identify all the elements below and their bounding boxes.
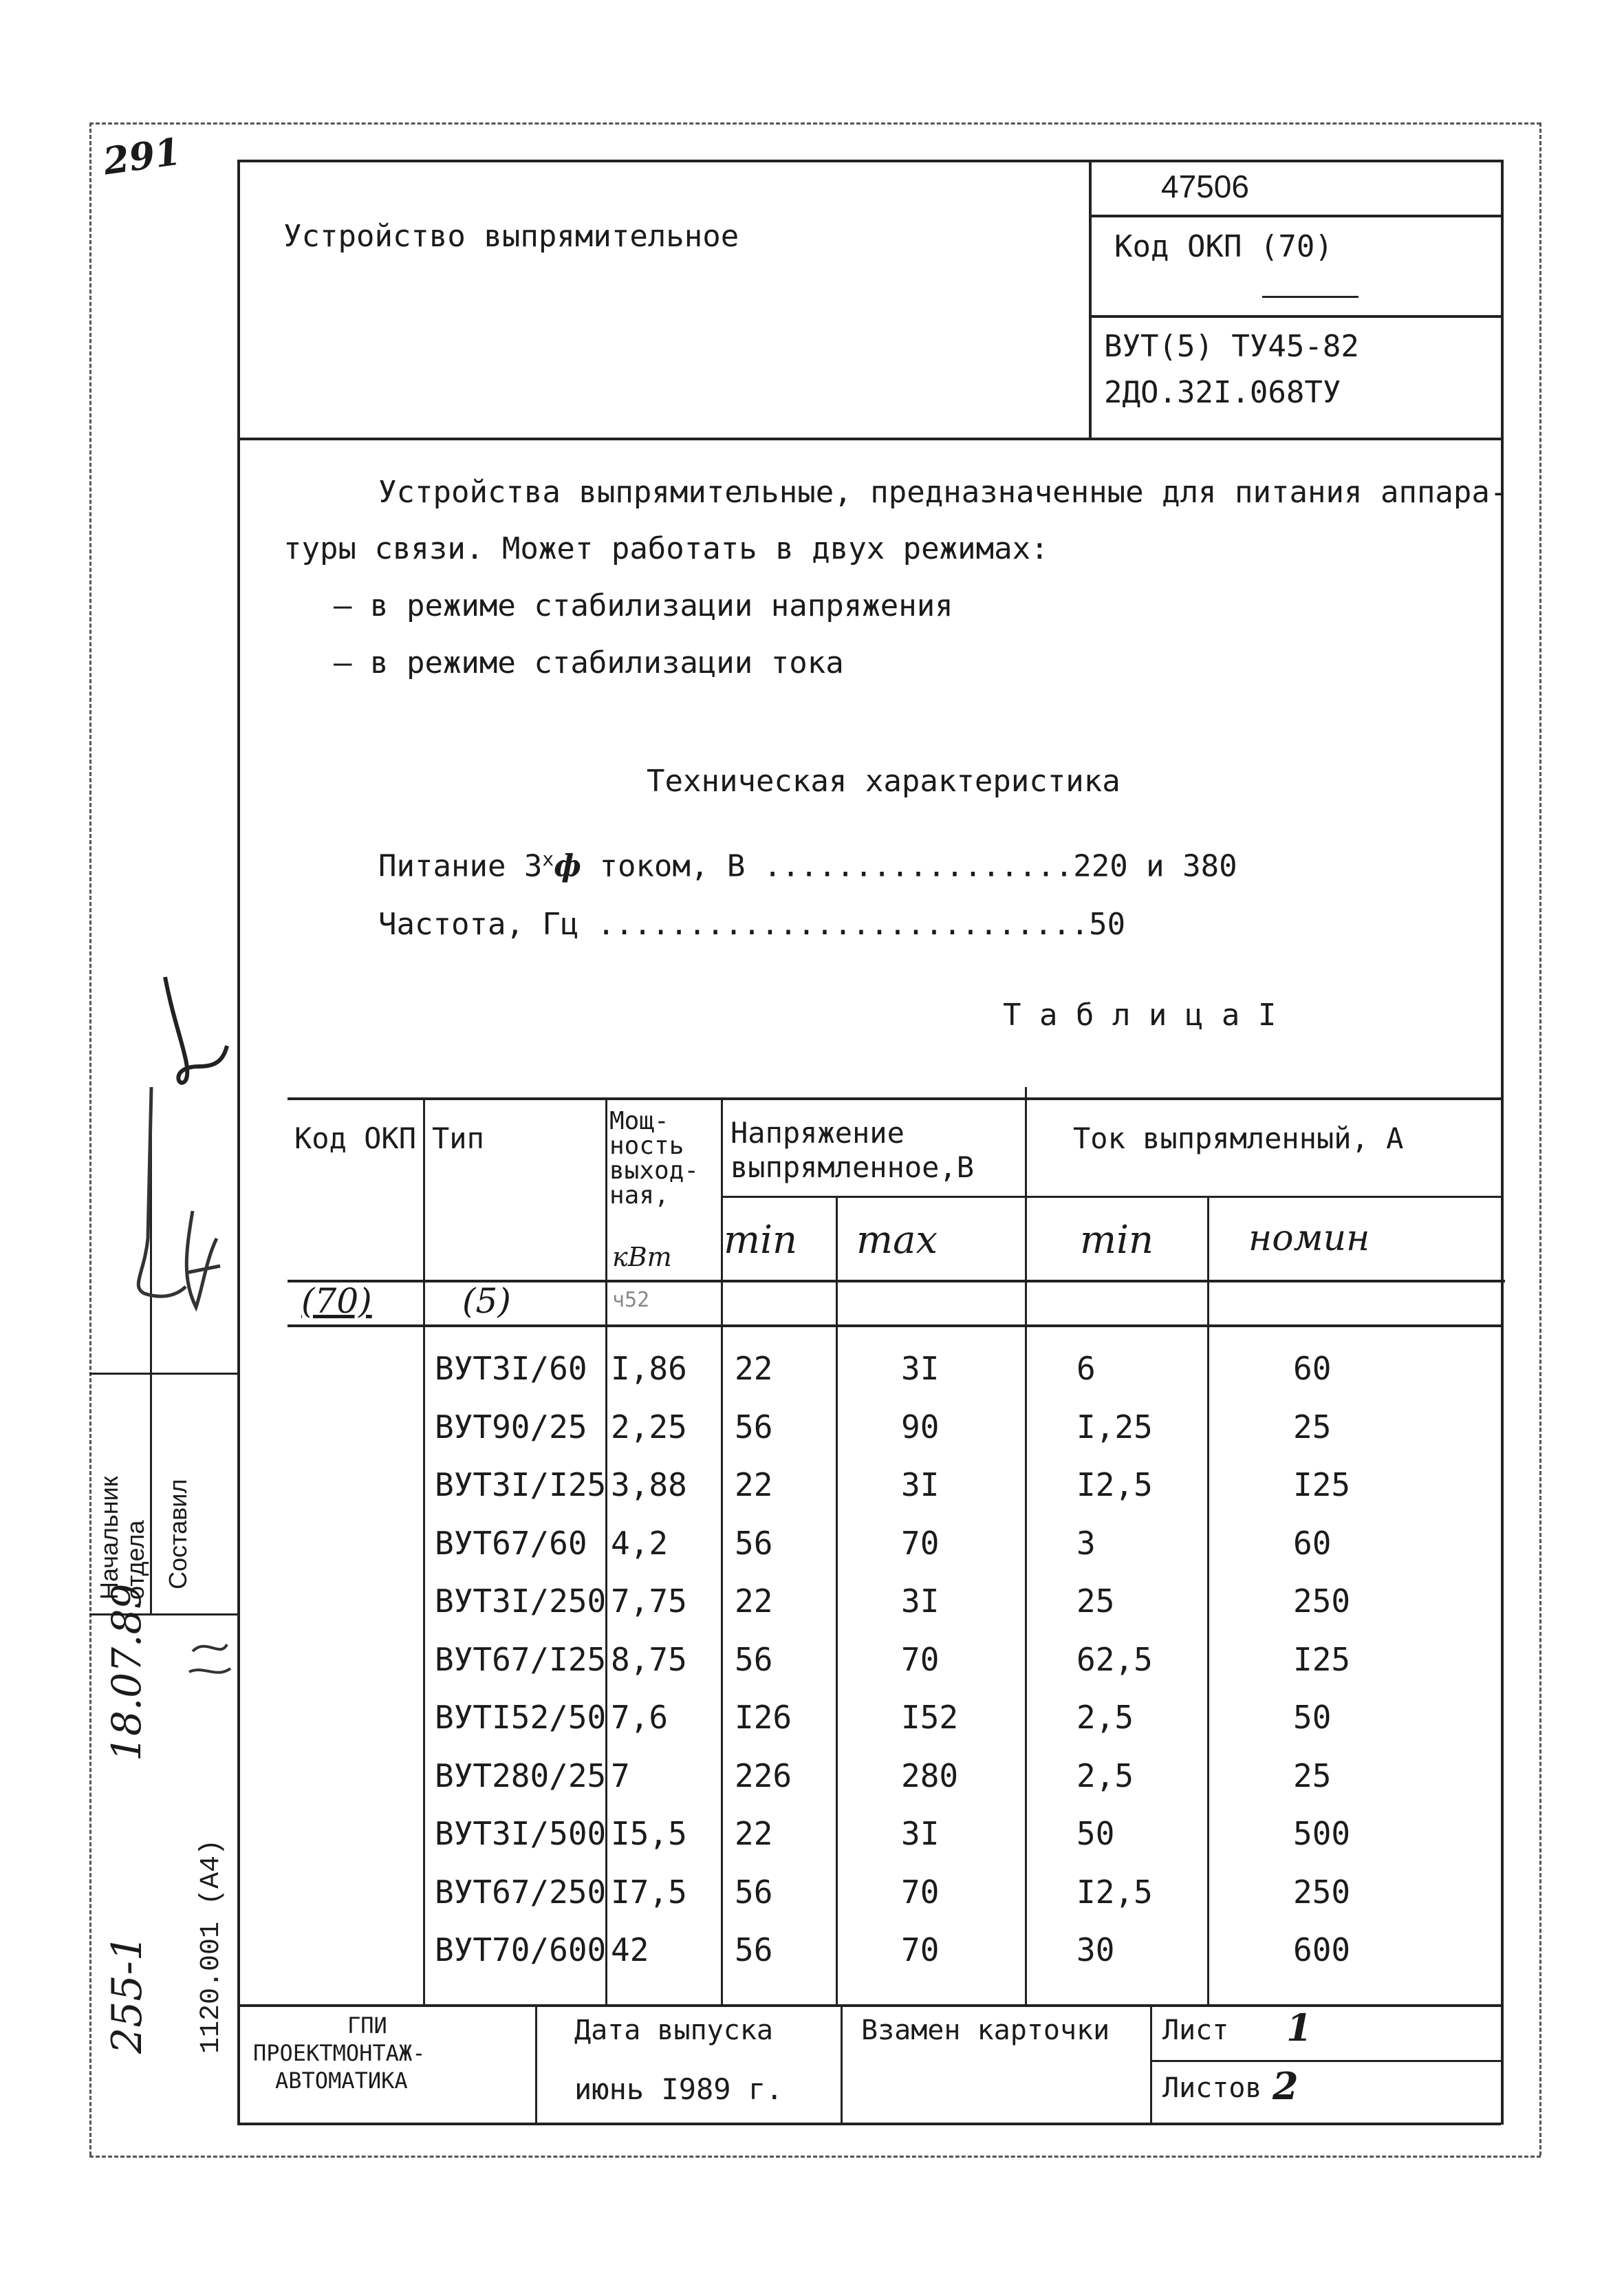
cell-inom: 250 [1293, 1582, 1351, 1620]
okp-blank-line [1262, 296, 1358, 298]
header-bottom-border [237, 438, 1504, 440]
header-vmin: min [724, 1218, 798, 1263]
sheet-value: 1 [1286, 2006, 1312, 2050]
cell-vmax: 70 [901, 1931, 940, 1968]
header-power-2: ность [609, 1132, 684, 1160]
signature-head-mark [165, 977, 227, 1083]
cell-imin: 30 [1076, 1931, 1115, 1968]
cell-vmin: 226 [735, 1757, 792, 1794]
corner-number: 291 [100, 129, 184, 184]
supply-line [378, 848, 1237, 884]
spec-number: 2ДО.32I.068ТУ [1104, 375, 1341, 410]
footer-bottom-border [237, 2123, 1501, 2125]
cell-inom: 60 [1293, 1524, 1332, 1562]
cell-inom: 25 [1293, 1757, 1332, 1794]
header-divider [1089, 160, 1092, 438]
cell-power: I7,5 [611, 1873, 687, 1911]
margin-form-code: 1120.001 (A4) [196, 1838, 227, 2054]
outer-border-right [1539, 122, 1541, 2156]
frequency-value: 50 [1089, 907, 1126, 942]
cell-power: 7,75 [611, 1582, 687, 1620]
cell-vmax: 70 [901, 1640, 940, 1678]
card-right-border [1501, 160, 1504, 2125]
supply-value: 220 и 380 [1073, 848, 1237, 884]
col-power-divider [721, 1097, 723, 2004]
code-row-bottom-line [288, 1324, 1501, 1327]
header-vmax: max [856, 1218, 938, 1263]
mode-voltage: — в режиме стабилизации напряжения [334, 588, 953, 623]
cell-vmax: I52 [901, 1699, 959, 1736]
code-number: 47506 [1161, 169, 1249, 204]
okp-code-label: Код ОКП (70) [1114, 229, 1333, 264]
code-row-type: (5) [462, 1281, 511, 1321]
cell-imin: I,25 [1076, 1408, 1153, 1446]
frequency-label: Частота, Гц ........................... [378, 907, 1090, 942]
cell-type: ВУТI52/50 [435, 1699, 607, 1736]
cell-type: ВУТ70/600 [435, 1931, 607, 1968]
outer-border-top [89, 122, 1541, 125]
header-power-3: выход- [609, 1157, 700, 1185]
cell-vmax: 3I [901, 1582, 940, 1620]
footer-divider-3 [1150, 2004, 1152, 2123]
cell-vmax: 3I [901, 1350, 940, 1387]
cell-power: I,86 [611, 1350, 687, 1387]
designation: ВУТ(5) ТУ45-82 [1104, 329, 1359, 364]
specs-heading: Техническая характеристика [647, 764, 1120, 799]
cell-power: 7,6 [611, 1699, 669, 1736]
cell-type: ВУТ3I/500 [435, 1815, 607, 1852]
description-line-2: туры связи. Может работать в двух режимах: [283, 531, 1049, 566]
frequency-line [378, 907, 1125, 942]
cell-power: 7 [611, 1757, 630, 1794]
col-imin-divider [1207, 1196, 1209, 2004]
header-voltage-2: выпрямленное,В [730, 1150, 975, 1184]
release-label: Дата выпуска [574, 2015, 773, 2046]
cell-imin: 2,5 [1076, 1757, 1134, 1794]
cell-inom: I25 [1293, 1640, 1351, 1678]
margin-date: 18.07.89 [103, 1583, 150, 1761]
subheader-line [721, 1196, 1501, 1198]
table-title: Т а б л и ц а I [1003, 998, 1277, 1033]
supply-superscript: х [542, 848, 554, 870]
supply-dots: током, В ................. [581, 848, 1074, 884]
cell-type: ВУТ3I/250 [435, 1582, 607, 1620]
header-power-4: ная, [609, 1181, 669, 1210]
header-imin: min [1080, 1218, 1154, 1263]
outer-border-bottom [89, 2156, 1541, 2158]
signature-date [189, 1644, 230, 1673]
cell-vmax: 3I [901, 1466, 940, 1503]
card-top-border [237, 160, 1504, 162]
cell-type: ВУТ280/25 [435, 1757, 607, 1794]
header-voltage-1: Напряжение [730, 1116, 905, 1150]
cell-imin: I2,5 [1076, 1466, 1153, 1503]
cell-imin: I2,5 [1076, 1873, 1153, 1911]
header-current: Ток выпрямленный, А [1073, 1121, 1404, 1155]
cell-inom: 25 [1293, 1408, 1332, 1446]
org-line-3: АВТОМАТИКА [275, 2068, 408, 2094]
col-vmin-divider [836, 1196, 838, 2004]
cell-power: 3,88 [611, 1466, 687, 1503]
cell-vmin: 56 [735, 1408, 773, 1446]
cell-type: ВУТ67/60 [435, 1524, 587, 1562]
cell-vmin: 56 [735, 1931, 773, 1968]
code-row-power: ч52 [612, 1288, 650, 1312]
sheets-label: Листов [1162, 2072, 1262, 2104]
cell-vmax: 280 [901, 1757, 959, 1794]
cell-vmin: 22 [735, 1582, 773, 1620]
table-top-border [288, 1097, 1501, 1100]
cell-inom: 60 [1293, 1350, 1332, 1387]
signature-author [186, 1211, 220, 1307]
cell-vmax: 3I [901, 1815, 940, 1852]
cell-power: 2,25 [611, 1408, 687, 1446]
cell-inom: 500 [1293, 1815, 1351, 1852]
org-line-2: ПРОЕКТМОНТАЖ- [253, 2040, 426, 2066]
cell-vmin: 56 [735, 1640, 773, 1678]
margin-head-label-1: Начальник [95, 1476, 123, 1600]
header-okp: Код ОКП [294, 1121, 417, 1155]
supply-label: Питание 3 [378, 848, 543, 884]
cell-vmin: 22 [735, 1466, 773, 1503]
cell-vmax: 70 [901, 1873, 940, 1911]
cell-type: ВУТ3I/60 [435, 1350, 587, 1387]
header-power-1: Мощ- [609, 1107, 669, 1135]
cell-power: I5,5 [611, 1815, 687, 1852]
cell-vmin: I26 [735, 1699, 792, 1736]
header-line-1 [1089, 215, 1504, 217]
cell-imin: 50 [1076, 1815, 1115, 1852]
cell-imin: 6 [1076, 1350, 1096, 1387]
cell-imin: 2,5 [1076, 1699, 1134, 1736]
header-power-unit: кВт [612, 1242, 672, 1272]
cell-power: 42 [611, 1931, 649, 1968]
cell-type: ВУТ3I/I25 [435, 1466, 607, 1503]
description-line-1: Устройства выпрямительные, предназначенные для питания аппара- [378, 475, 1508, 510]
cell-imin: 25 [1076, 1582, 1115, 1620]
footer-sheet-line [1150, 2060, 1501, 2062]
margin-number: 255-1 [103, 1935, 151, 2054]
header-type: Тип [432, 1121, 484, 1155]
footer-divider-2 [841, 2004, 843, 2123]
cell-type: ВУТ90/25 [435, 1408, 587, 1446]
mode-current: — в режиме стабилизации тока [334, 645, 844, 680]
cell-vmin: 22 [735, 1815, 773, 1852]
header-inom: номин [1248, 1218, 1370, 1259]
signature-head [138, 1087, 186, 1296]
release-value: июнь I989 г. [574, 2072, 783, 2106]
cell-power: 4,2 [611, 1524, 669, 1562]
cell-vmax: 70 [901, 1524, 940, 1562]
supply-symbol: ф [554, 848, 581, 884]
sheet-label: Лист [1162, 2015, 1229, 2046]
signatures [89, 963, 248, 1720]
cell-inom: 50 [1293, 1699, 1332, 1736]
code-row-okp: (70) [301, 1281, 372, 1321]
cell-type: ВУТ67/I25 [435, 1640, 607, 1678]
margin-head-label-2: отдела [121, 1520, 149, 1600]
cell-type: ВУТ67/250 [435, 1873, 607, 1911]
col-type-divider [605, 1097, 607, 2004]
cell-vmin: 22 [735, 1350, 773, 1387]
cell-imin: 62,5 [1076, 1640, 1153, 1678]
org-line-1: ГПИ [347, 2012, 387, 2039]
replaces-label: Взамен карточки [861, 2015, 1110, 2046]
cell-inom: 600 [1293, 1931, 1351, 1968]
sheets-value: 2 [1273, 2064, 1299, 2108]
cell-vmax: 90 [901, 1408, 940, 1446]
cell-vmin: 56 [735, 1873, 773, 1911]
footer-divider-1 [535, 2004, 537, 2123]
product-title: Устройство выпрямительное [283, 219, 739, 254]
header-line-2 [1089, 315, 1504, 318]
cell-inom: 250 [1293, 1873, 1351, 1911]
col-vmax-divider [1025, 1087, 1027, 2004]
cell-inom: I25 [1293, 1466, 1351, 1503]
col-okp-divider [423, 1097, 425, 2004]
cell-power: 8,75 [611, 1640, 687, 1678]
cell-vmin: 56 [735, 1524, 773, 1562]
cell-imin: 3 [1076, 1524, 1096, 1562]
margin-author-label: Составил [164, 1479, 192, 1589]
